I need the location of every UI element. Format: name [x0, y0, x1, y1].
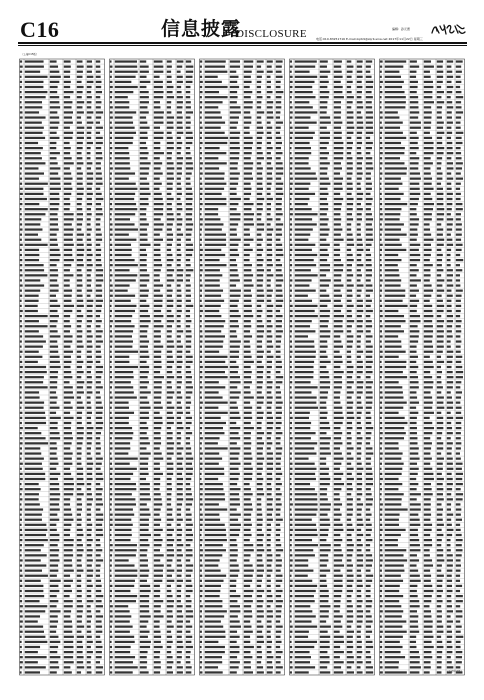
table-column — [289, 51, 375, 679]
table-column — [109, 51, 195, 679]
table-cells — [200, 60, 284, 673]
table-cells — [20, 60, 104, 673]
continued-from-tag: （上接C15版） — [21, 53, 39, 56]
table-column — [19, 51, 105, 679]
table-cells — [290, 60, 373, 673]
newspaper-logo-icon — [430, 22, 466, 36]
table-cells — [110, 60, 194, 673]
contact-line: 电话:010-83251716 E-mail:zqrb9@zqrb.sina.net 2017年11月22日 星期三 — [316, 37, 423, 41]
header-rule — [18, 42, 467, 44]
continued-on-tag: （下转C17版） — [446, 670, 464, 673]
page-header — [0, 0, 484, 46]
table-cells — [380, 60, 464, 673]
editor-line: 编辑：孙元惠 — [392, 27, 411, 31]
fund-disclosure-table — [19, 51, 465, 679]
header-rule-thin — [18, 45, 467, 46]
section-title: 信息披露 — [161, 18, 242, 40]
section-title-en: DISCLOSURE — [236, 28, 307, 40]
table-column — [199, 51, 285, 679]
table-column — [379, 51, 465, 679]
page-number: C16 — [20, 17, 60, 42]
